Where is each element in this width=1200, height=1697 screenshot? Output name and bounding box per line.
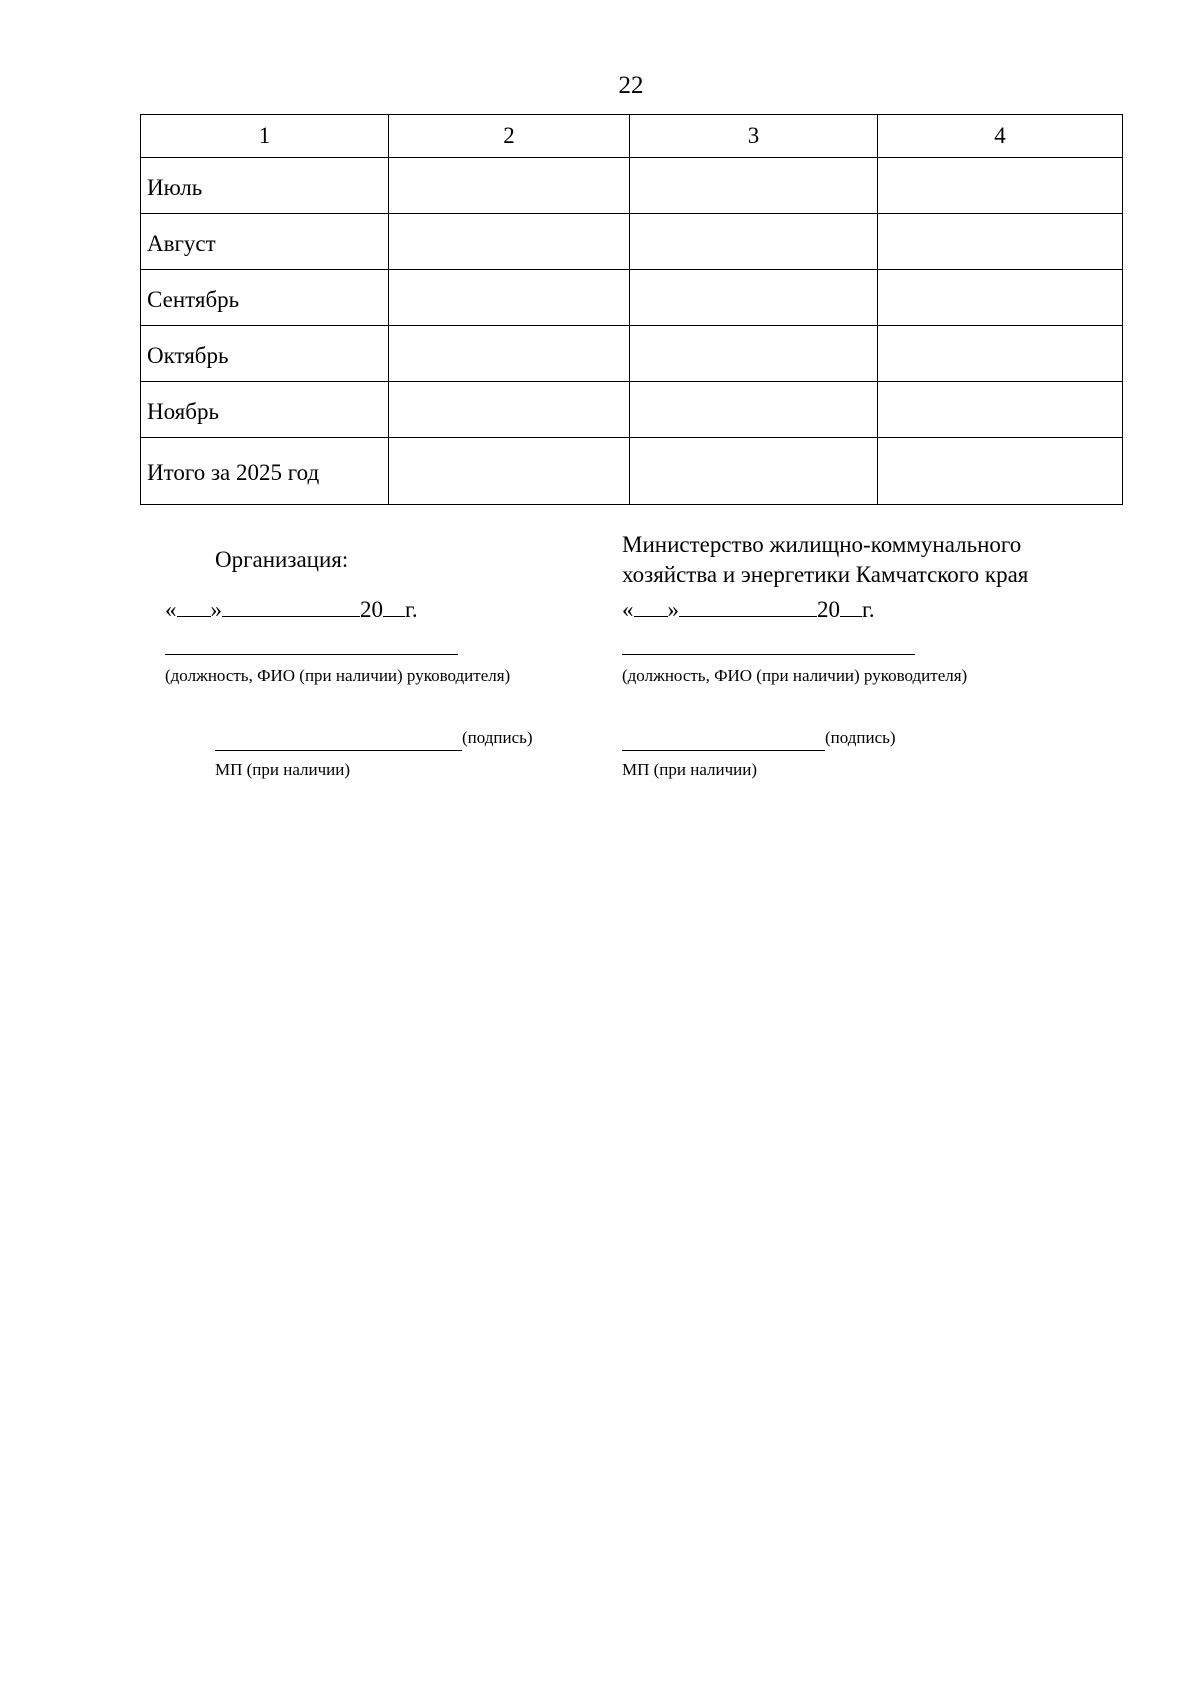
- column-header: 2: [389, 115, 630, 158]
- year-suffix: г.: [862, 597, 875, 622]
- row-label: Итого за 2025 год: [141, 438, 389, 505]
- table-cell: [878, 382, 1123, 438]
- position-caption: (должность, ФИО (при наличии) руководителя): [622, 666, 968, 685]
- left-date-line: [165, 597, 418, 623]
- table-cell: [389, 158, 630, 214]
- table-cell: [630, 382, 878, 438]
- table-cell: [389, 382, 630, 438]
- table-cell: [878, 270, 1123, 326]
- table-cell: [389, 214, 630, 270]
- column-header: 3: [630, 115, 878, 158]
- table-row: [141, 158, 1123, 214]
- day-blank: [634, 598, 668, 617]
- signature-caption: (подпись): [825, 728, 896, 747]
- page-number: 22: [618, 72, 644, 99]
- table-row: [141, 382, 1123, 438]
- table-header-row: [141, 115, 1123, 158]
- signature-caption: (подпись): [462, 728, 533, 747]
- year-blank: [840, 598, 862, 617]
- signature-blank-line: [622, 750, 825, 751]
- row-label: Июль: [141, 158, 389, 214]
- ministry-title-line2: хозяйства и энергетики Камчатского края: [622, 562, 1029, 587]
- table-row: [141, 326, 1123, 382]
- quote-close: »: [210, 597, 222, 622]
- table-cell: [878, 214, 1123, 270]
- right-date-line: [622, 597, 875, 623]
- column-header: 1: [141, 115, 389, 158]
- year-prefix: 20: [360, 597, 383, 622]
- table-cell: [630, 270, 878, 326]
- table-total-row: [141, 438, 1123, 505]
- table-cell: [389, 270, 630, 326]
- table-cell: [389, 326, 630, 382]
- row-label: Август: [141, 214, 389, 270]
- quote-open: «: [622, 597, 634, 622]
- quote-open: «: [165, 597, 177, 622]
- column-header: 4: [878, 115, 1123, 158]
- row-label: Сентябрь: [141, 270, 389, 326]
- table-cell: [878, 326, 1123, 382]
- quote-close: »: [667, 597, 679, 622]
- table-cell: [630, 438, 878, 505]
- month-blank: [222, 598, 360, 617]
- table-cell: [630, 214, 878, 270]
- position-blank-line: [165, 654, 458, 655]
- organization-title: Организация:: [215, 547, 349, 572]
- year-blank: [383, 598, 405, 617]
- month-blank: [679, 598, 817, 617]
- position-caption: (должность, ФИО (при наличии) руководителя): [165, 666, 511, 685]
- report-table: [140, 114, 1123, 505]
- position-blank-line: [622, 654, 915, 655]
- ministry-title-line1: Министерство жилищно-коммунального: [622, 532, 1022, 557]
- year-prefix: 20: [817, 597, 840, 622]
- stamp-caption: МП (при наличии): [215, 760, 351, 779]
- row-label: Ноябрь: [141, 382, 389, 438]
- year-suffix: г.: [405, 597, 418, 622]
- day-blank: [177, 598, 211, 617]
- table-cell: [630, 326, 878, 382]
- table-cell: [878, 158, 1123, 214]
- row-label: Октябрь: [141, 326, 389, 382]
- table-cell: [630, 158, 878, 214]
- table-row: [141, 270, 1123, 326]
- stamp-caption: МП (при наличии): [622, 760, 758, 779]
- table-row: [141, 214, 1123, 270]
- table-cell: [878, 438, 1123, 505]
- signature-blank-line: [215, 750, 462, 751]
- table-cell: [389, 438, 630, 505]
